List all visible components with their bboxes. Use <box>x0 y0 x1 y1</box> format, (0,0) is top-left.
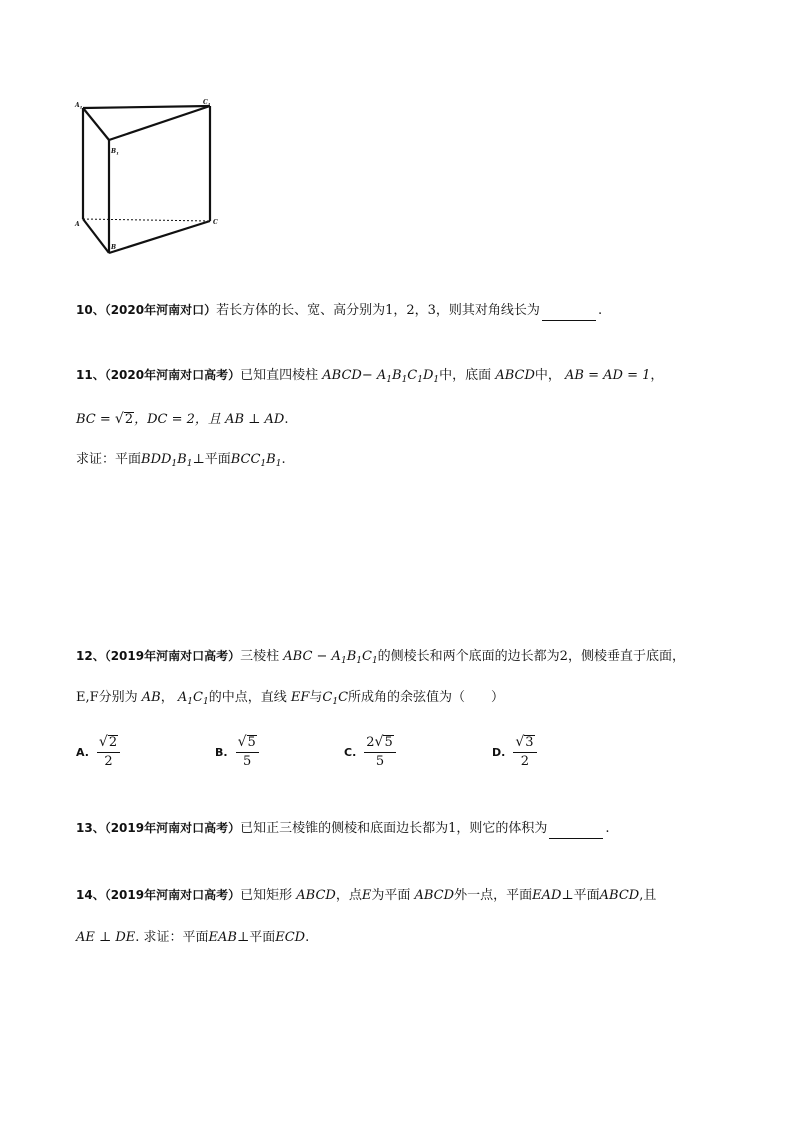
prism-figure <box>72 96 222 260</box>
label-C1: $C_1$ <box>203 99 211 107</box>
question-11-line-2: BC = √ 2 ，DC = 2，且 AB ⊥ AD. <box>76 411 289 427</box>
fraction: 2 √ 5 5 <box>364 735 395 770</box>
question-source: （2020年河南对口高考） <box>104 368 241 382</box>
label-A: A <box>75 221 80 228</box>
fraction: √ 5 5 <box>236 735 259 770</box>
question-source: （2019年河南对口高考） <box>104 649 241 663</box>
label-B1: $B_1$ <box>111 148 119 156</box>
question-11-line-3: 求证：平面$BDD_1B_1\perp$平面$BCC_1B_1$. <box>76 452 286 469</box>
option-c[interactable]: C. 2 √ 5 5 <box>344 735 396 770</box>
question-14-line-1: 14、（2019年河南对口高考）已知矩形 ABCD，点E为平面 ABCD外一点，平面EAD⊥平面ABCD,且 <box>76 888 657 903</box>
question-number: 13、 <box>76 821 105 835</box>
option-a[interactable]: A. √ 2 2 <box>76 735 120 770</box>
question-14-line-2: AE ⊥ DE. 求证：平面EAB⊥平面ECD. <box>76 930 310 945</box>
option-d[interactable]: D. √ 3 2 <box>492 735 537 770</box>
question-10: 10、（2020年河南对口）若长方体的长、宽、高分别为1，2，3，则其对角线长为 . <box>76 300 602 321</box>
sqrt-expression: √ 2 <box>114 411 134 427</box>
fraction: √ 2 2 <box>97 735 120 770</box>
label-B: B <box>111 244 117 251</box>
question-source: （2019年河南对口高考） <box>104 821 241 835</box>
question-number: 10、 <box>76 303 105 317</box>
question-12-line-1: 12、（2019年河南对口高考）三棱柱 ABC − $A_1B_1C_1$的侧棱长和两个底面的边长都为2，侧棱垂直于底面， <box>76 649 685 666</box>
question-11-line-1: 11、（2020年河南对口高考）已知直四棱柱 ABCD− $A_1B_1C_1D_1$中，底面 ABCD中， AB = AD = 1， <box>76 368 664 385</box>
question-source: （2020年河南对口） <box>104 303 217 317</box>
label-A1: $A_1$ <box>75 102 83 110</box>
question-12-line-2: E,F分别为 AB， $A_1C_1$的中点，直线 EF与$C_1C$所成角的余弦值为（ ） <box>76 690 505 707</box>
question-13: 13、（2019年河南对口高考）已知正三棱锥的侧棱和底面边长都为1，则它的体积为 . <box>76 818 610 839</box>
question-number: 14、 <box>76 888 105 902</box>
question-number: 12、 <box>76 649 105 663</box>
question-number: 11、 <box>76 368 105 382</box>
option-b[interactable]: B. √ 5 5 <box>215 735 259 770</box>
question-source: （2019年河南对口高考） <box>104 888 241 902</box>
label-C: C <box>213 219 218 226</box>
answer-blank <box>549 825 603 839</box>
fraction: √ 3 2 <box>513 735 536 770</box>
answer-blank <box>542 307 596 321</box>
